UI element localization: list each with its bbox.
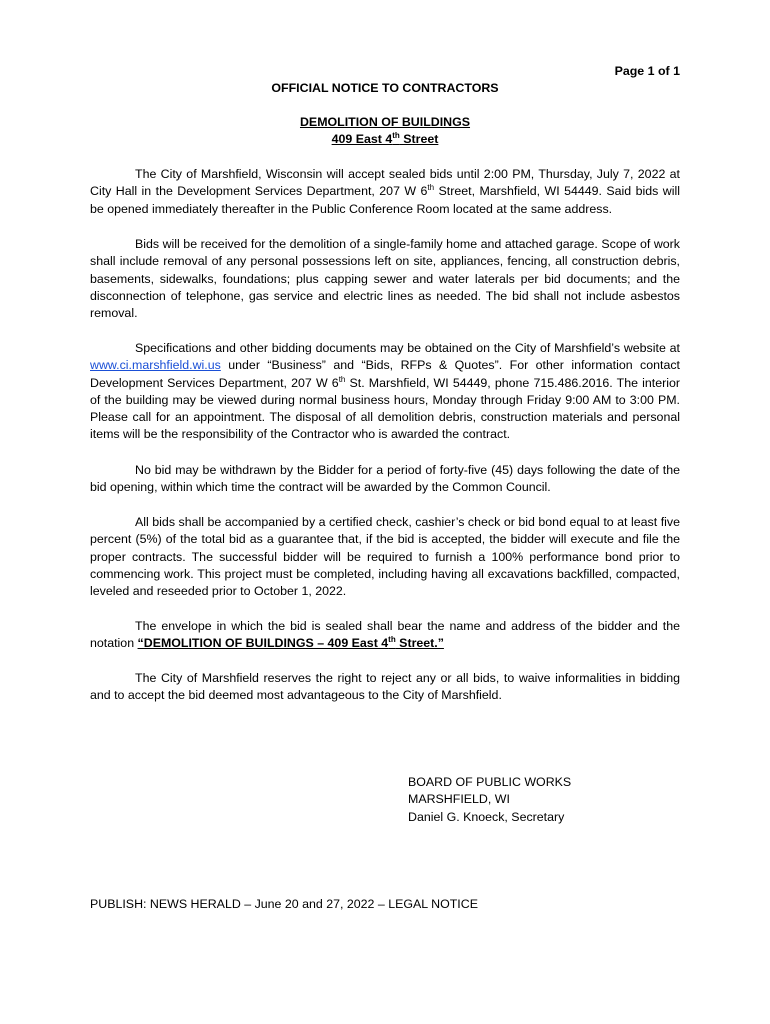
publish-line: PUBLISH: NEWS HERALD – June 20 and 27, 2022 – LEGAL NOTICE xyxy=(90,897,478,911)
signature-name: Daniel G. Knoeck, Secretary xyxy=(408,809,565,824)
signature-board: BOARD OF PUBLIC WORKS xyxy=(408,775,572,789)
paragraph-guarantee: All bids shall be accompanied by a certified check, cashier’s check or bid bond equal to at least five percent (5%) of the total bid as a guarantee that, if the bid is accepted, the bidder will execute and file the proper contracts. The successful bidder will be required to furnish a 100% performance bond prior to commencing work. This project must be completed, including having all excavations backfilled, compacted, leveled and reseeded prior to October 1, 2022. xyxy=(90,515,680,599)
paragraph-specifications: Specifications and other bidding documents may be obtained on the City of Marshfield’s website at www.ci.marshfield.wi.us under “Business” and “Bids, RFPs & Quotes”. For other information contact Development Services Department, 207 W 6th St. Marshfield, WI 54449, phone 715.486.2016. The interior of the building may be viewed during normal business hours, Monday through Friday 9:00 AM to 3:00 PM. Please call for an appointment. The disposal of all demolition debris, construction materials and personal items will be the responsibility of the Contractor who is awarded the contract. xyxy=(90,341,680,442)
paragraph-scope: Bids will be received for the demolition of a single-family home and attached garage. Scope of work shall include removal of any personal possessions left on site, appliances, fencing, all construction debris, basements, sidewalks, foundations; plus capping sewer and water laterals per bid documents; and the disconnection of telephone, gas service and electric lines as needed. The bid shall not include asbestos removal. xyxy=(90,237,680,321)
envelope-notation: “DEMOLITION OF BUILDINGS – 409 East 4th Street.” xyxy=(137,635,444,651)
notice-heading: OFFICIAL NOTICE TO CONTRACTORS xyxy=(271,81,499,95)
paragraph-withdrawal: No bid may be withdrawn by the Bidder for a period of forty-five (45) days following the date of the bid opening, within which time the contract will be awarded by the Common Council. xyxy=(90,463,680,495)
notice-subheading: DEMOLITION OF BUILDINGS xyxy=(299,115,471,129)
paragraph-reservation: The City of Marshfield reserves the right to reject any or all bids, to waive informalities in bidding and to accept the bid deemed most advantageous to the City of Marshfield. xyxy=(90,671,680,703)
signature-block xyxy=(408,774,668,826)
paragraph-bid-deadline: The City of Marshfield, Wisconsin will accept sealed bids until 2:00 PM, Thursday, July 7, 2022 at City Hall in the Development Services Department, 207 W 6th Street, Marshfield, WI 54449. Said bids will be opened immediately thereafter in the Public Conference Room located at the same address. xyxy=(90,167,680,216)
paragraph-envelope: The envelope in which the bid is sealed shall bear the name and address of the bidder and the notation “DEMOLITION OF BUILDINGS – 409 East 4th Street.” xyxy=(90,619,680,651)
page-number: Page 1 of 1 xyxy=(614,64,680,78)
signature-city: MARSHFIELD, WI xyxy=(408,792,510,807)
project-address: 409 East 4th Street xyxy=(331,130,439,146)
website-link[interactable]: www.ci.marshfield.wi.us xyxy=(90,358,221,373)
